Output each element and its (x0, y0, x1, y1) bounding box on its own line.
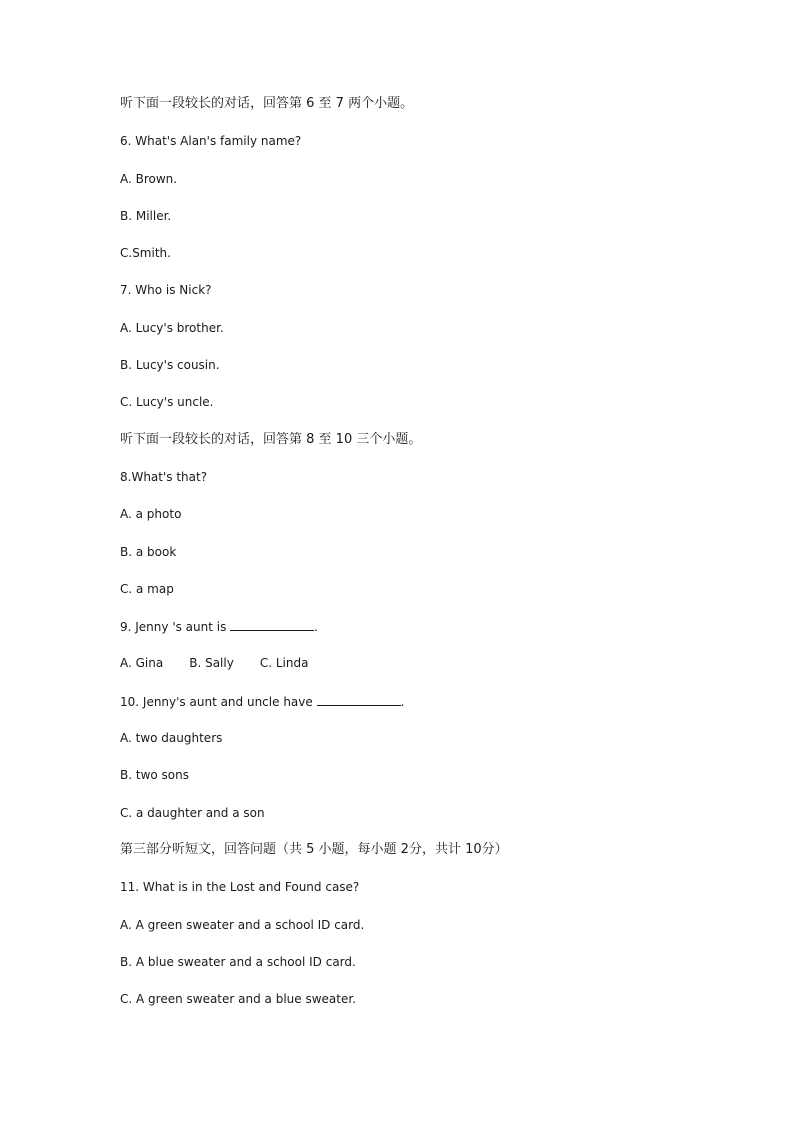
question-9-options (120, 655, 740, 671)
question-11-option-c: C. A green sweater and a blue sweater. (120, 992, 356, 1007)
question-10-stem-end: . (400, 694, 405, 709)
question-11-stem: 11. What is in the Lost and Found case? (120, 880, 360, 895)
question-7-option-b: B. Lucy's cousin. (120, 358, 220, 373)
question-8-option-c: C. a map (120, 581, 174, 596)
question-7-stem: 7. Who is Nick? (120, 283, 212, 298)
section-instruction-8-10: 听下面一段较长的对话，回答第 8 至 10 三个小题。 (120, 431, 422, 447)
document-page (120, 96, 740, 1028)
question-9-option-b: B. Sally (189, 656, 234, 671)
question-10-option-c: C. a daughter and a son (120, 805, 265, 820)
question-11-option-a: A. A green sweater and a school ID card. (120, 917, 365, 932)
section-instruction-6-7: 听下面一段较长的对话，回答第 6 至 7 两个小题。 (120, 96, 414, 111)
question-11-option-b: B. A blue sweater and a school ID card. (120, 954, 356, 969)
question-6-option-c: C.Smith. (120, 246, 171, 261)
question-6-stem: 6. What's Alan's family name? (120, 134, 302, 149)
question-9-stem (120, 618, 740, 634)
question-8-option-a: A. a photo (120, 507, 182, 522)
question-9-stem-end: . (314, 620, 318, 635)
question-9-stem-text: 9. Jenny 's aunt is (120, 620, 231, 635)
question-8-option-b: B. a book (120, 544, 177, 559)
question-7-option-c: C. Lucy's uncle. (120, 395, 214, 410)
question-8-stem: 8.What's that? (120, 469, 208, 484)
question-10-option-a: A. two daughters (120, 731, 223, 746)
question-6-option-a: A. Brown. (120, 171, 178, 186)
question-10-option-b: B. two sons (120, 768, 189, 783)
answer-blank (230, 618, 314, 631)
question-9-option-a: A. Gina (120, 656, 164, 671)
question-10-stem-text: 10. Jenny's aunt and uncle have (120, 694, 317, 709)
section-instruction-part-three: 第三部分听短文，回答问题（共 5 小题，每小题 2分，共计 10分） (120, 841, 508, 857)
question-10-stem (120, 693, 740, 709)
answer-blank (317, 693, 401, 706)
question-7-option-a: A. Lucy's brother. (120, 320, 224, 335)
question-6-option-b: B. Miller. (120, 208, 172, 223)
question-9-option-c: C. Linda (259, 656, 309, 671)
